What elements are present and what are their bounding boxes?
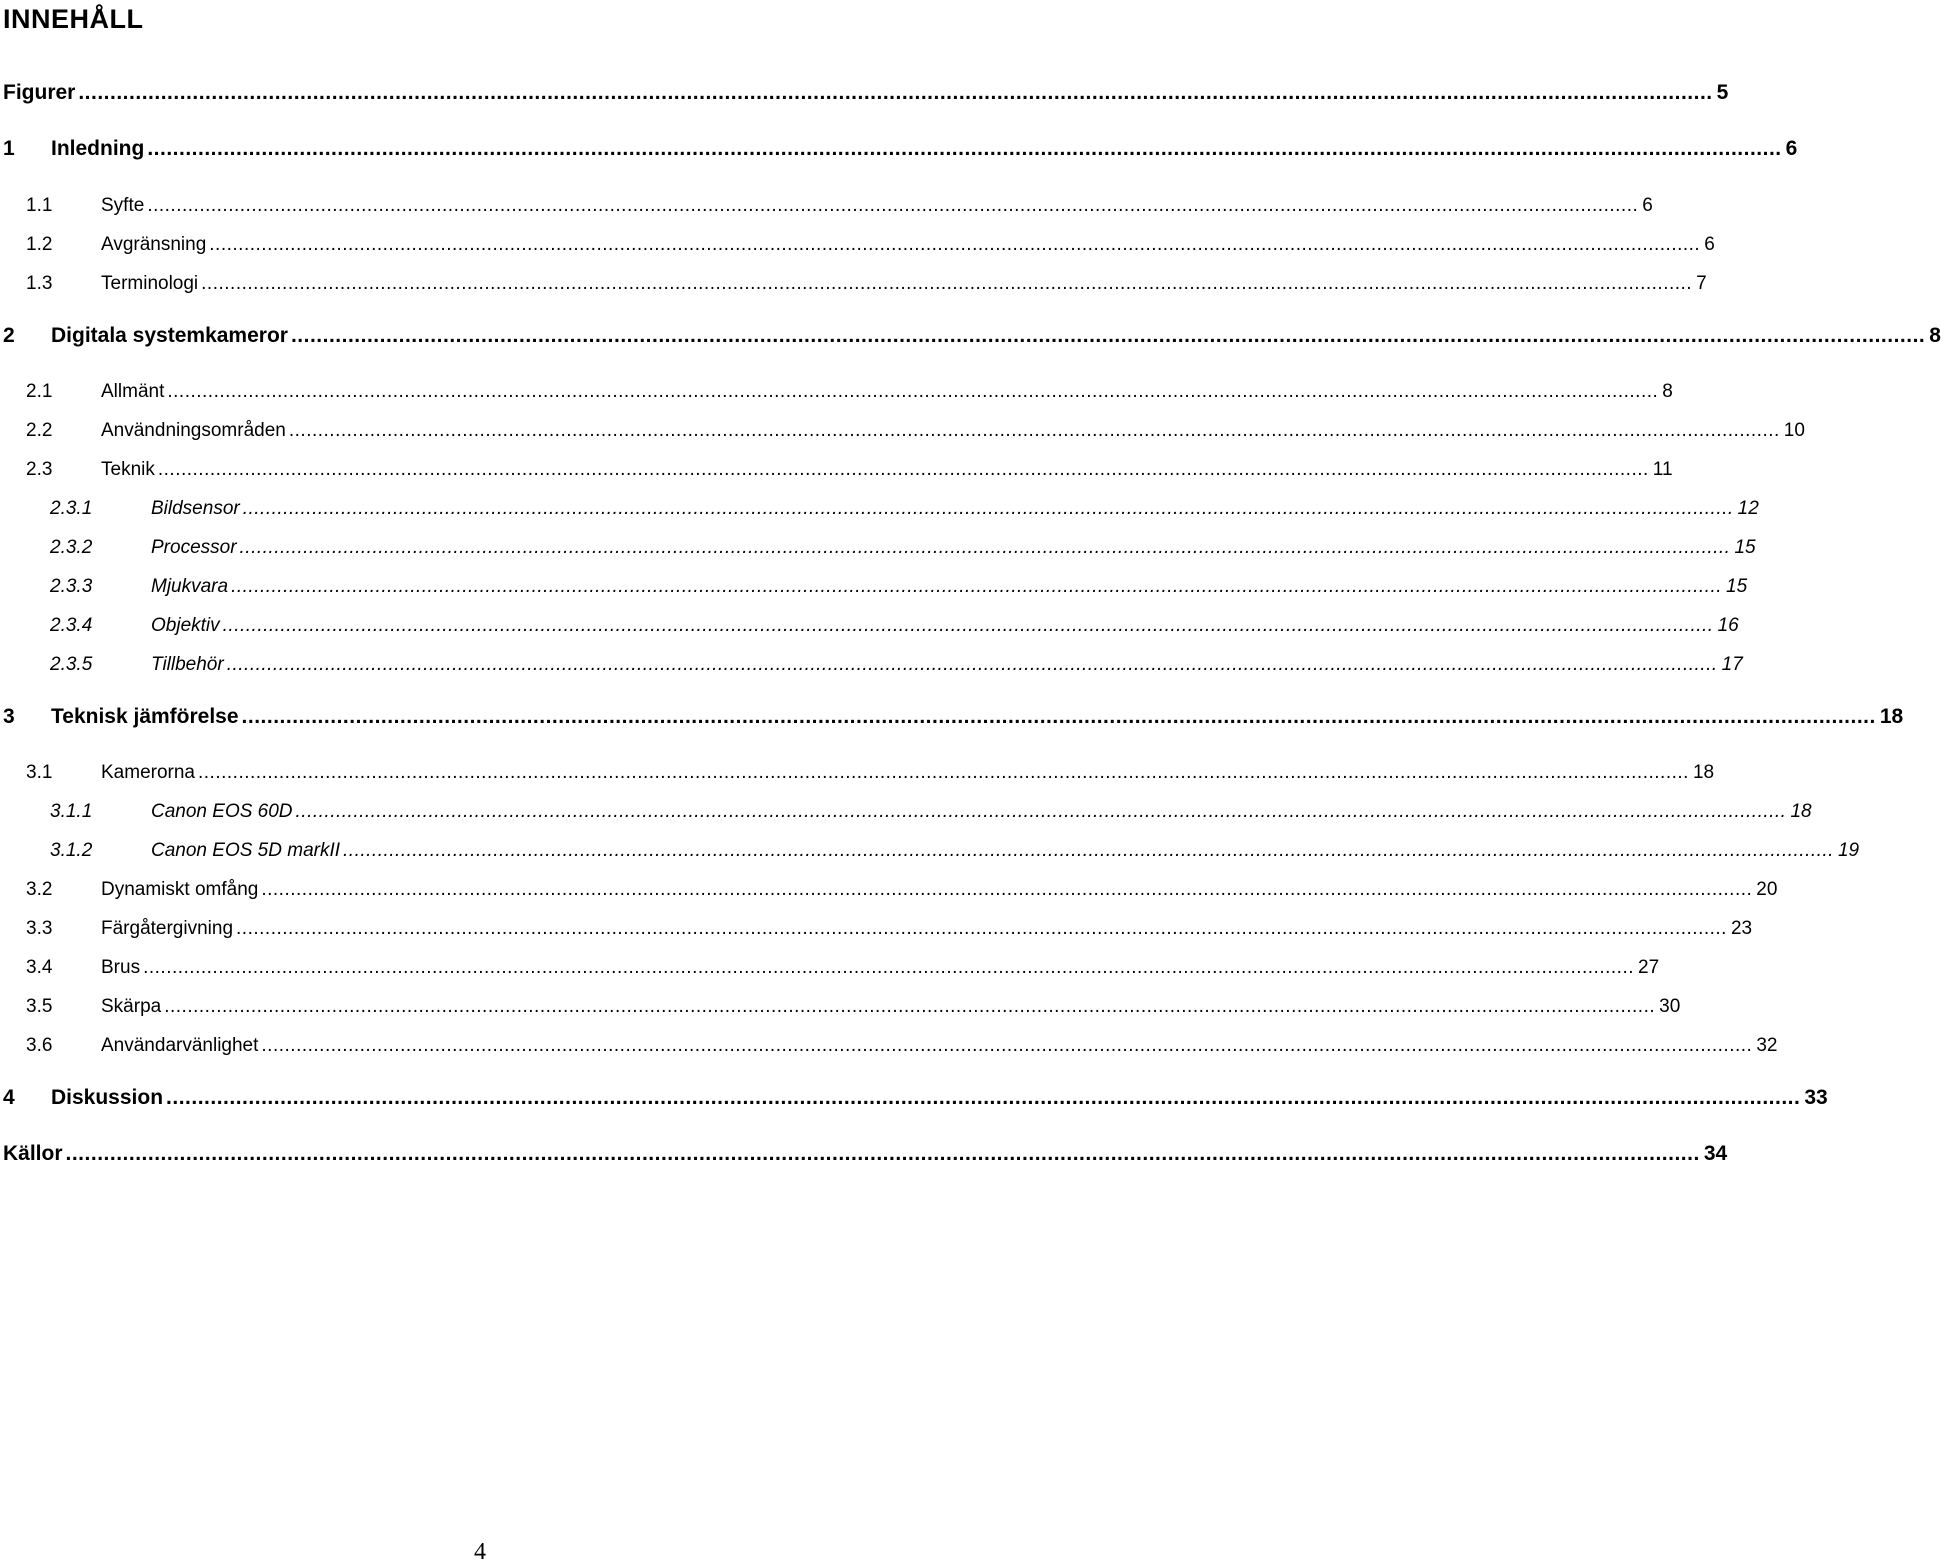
toc-entry-page: 6 <box>1704 234 1715 255</box>
toc-leader <box>78 82 1712 103</box>
toc-entry-1[interactable] <box>0 131 1798 160</box>
toc-entry-number: 2.3.1 <box>50 498 93 519</box>
toc-entry-page: 18 <box>1879 705 1904 728</box>
toc-entry-page: 8 <box>1929 324 1941 347</box>
toc-entry-page: 15 <box>1726 576 1748 597</box>
toc-leader <box>147 138 1781 159</box>
toc-leader <box>242 706 1876 727</box>
toc-entry-page: 11 <box>1652 459 1673 480</box>
toc-leader <box>166 1087 1800 1108</box>
toc-leader <box>167 382 1658 401</box>
toc-entry-label: Teknisk jämförelse <box>51 705 239 728</box>
toc-entry-page: 27 <box>1638 957 1660 978</box>
toc-leader <box>291 325 1925 346</box>
toc-entry-label: Figurer <box>3 81 76 104</box>
toc-entry-label: Brus <box>101 957 141 978</box>
toc-entry-label: Skärpa <box>101 996 162 1017</box>
toc-entry-label: Källor <box>3 1142 63 1165</box>
toc-entry-label: Allmänt <box>101 381 165 402</box>
toc-entry-number: 3 <box>3 705 15 728</box>
toc-entry-label: Diskussion <box>51 1086 164 1109</box>
toc-leader <box>164 997 1655 1016</box>
toc-entry-2-2[interactable] <box>0 412 1805 441</box>
toc-entry-number: 2.3.5 <box>50 654 93 675</box>
toc-entry-2-3-4[interactable] <box>0 607 1739 636</box>
toc-entry-figurer[interactable] <box>0 75 1729 104</box>
toc-entry-page: 10 <box>1783 420 1805 441</box>
toc-entry-page: 18 <box>1790 801 1812 822</box>
toc-entry-1-2[interactable] <box>0 226 1715 255</box>
toc-entry-label: Dynamiskt omfång <box>101 879 259 900</box>
toc-entry-number: 3.4 <box>26 957 53 978</box>
toc-entry-1-3[interactable] <box>0 265 1707 294</box>
toc-entry-number: 4 <box>3 1086 15 1109</box>
toc-entry-page: 6 <box>1642 195 1653 216</box>
toc-entry-3-4[interactable] <box>0 949 1660 978</box>
toc-leader <box>289 421 1780 440</box>
toc-entry-number: 2 <box>3 324 15 347</box>
toc-entry-label: Mjukvara <box>151 576 229 597</box>
toc-entry-number: 3.5 <box>26 996 53 1017</box>
toc-entry-3-5[interactable] <box>0 988 1681 1017</box>
toc-entry-page: 23 <box>1730 918 1753 939</box>
toc-entry-label: Användarvänlighet <box>101 1035 259 1056</box>
toc-entry-3[interactable] <box>0 699 1904 728</box>
toc-entry-page: 17 <box>1721 654 1743 675</box>
toc-leader <box>66 1143 1700 1164</box>
toc-entry-label: Kamerorna <box>101 762 195 783</box>
toc-entry-label: Avgränsning <box>101 234 207 255</box>
toc-entry-2-3-5[interactable] <box>0 646 1743 675</box>
toc-entry-number: 3.2 <box>26 879 53 900</box>
toc-entry-4[interactable] <box>0 1080 1828 1109</box>
toc-leader <box>343 841 1834 860</box>
toc-entry-2-1[interactable] <box>0 373 1673 402</box>
toc-entry-label: Inledning <box>51 137 145 160</box>
toc-entry-3-6[interactable] <box>0 1027 1778 1056</box>
toc-entry-page: 12 <box>1737 498 1759 519</box>
toc-leader <box>227 655 1718 674</box>
toc-entry-label: Användningsområden <box>101 420 286 441</box>
toc-entry-label: Bildsensor <box>151 498 240 519</box>
toc-entry-1-1[interactable] <box>0 187 1653 216</box>
toc-entry-label: Teknik <box>101 459 155 480</box>
toc-entry-3-2[interactable] <box>0 871 1778 900</box>
toc-entry-2-3-1[interactable] <box>0 490 1759 519</box>
toc-entry-page: 15 <box>1734 537 1756 558</box>
toc-entry-number: 3.1.1 <box>50 801 93 822</box>
toc-entry-number: 3.3 <box>26 918 53 939</box>
toc-entry-page: 33 <box>1804 1086 1828 1109</box>
toc-entry-number: 2.1 <box>26 381 53 402</box>
toc-entry-2-3[interactable] <box>0 451 1673 480</box>
toc-entry-page: 8 <box>1662 381 1673 402</box>
toc-entry-number: 2.3.2 <box>50 537 93 558</box>
toc-entry-label: Färgåtergivning <box>101 918 234 939</box>
toc-entry-number: 3.1.2 <box>50 840 93 861</box>
toc-entry-number: 2.3 <box>26 459 53 480</box>
toc-heading: INNEHÅLL <box>3 4 144 34</box>
toc-leader <box>147 196 1638 215</box>
toc-entry-2-3-2[interactable] <box>0 529 1756 558</box>
toc-entry-3-1-2[interactable] <box>0 832 1860 861</box>
toc-entry-kallor[interactable] <box>0 1136 1728 1165</box>
toc-leader <box>198 763 1689 782</box>
toc-entry-label: Canon EOS 5D markII <box>151 840 341 861</box>
toc-entry-2-3-3[interactable] <box>0 568 1748 597</box>
toc-entry-page: 7 <box>1696 273 1707 294</box>
toc-entry-label: Digitala systemkameror <box>51 324 288 347</box>
toc-entry-number: 2.2 <box>26 420 53 441</box>
toc-entry-number: 1.2 <box>26 234 53 255</box>
toc-entry-label: Terminologi <box>101 273 199 294</box>
toc-leader <box>201 274 1692 293</box>
toc-entry-label: Tillbehör <box>151 654 224 675</box>
toc-entry-page: 6 <box>1785 137 1798 160</box>
toc-entry-number: 1.3 <box>26 273 53 294</box>
toc-entry-page: 32 <box>1756 1035 1778 1056</box>
toc-entry-page: 20 <box>1756 879 1778 900</box>
toc-leader <box>243 499 1734 518</box>
toc-entry-number: 2.3.4 <box>50 615 93 636</box>
toc-entry-number: 3.1 <box>26 762 53 783</box>
toc-leader <box>231 577 1722 596</box>
toc-leader <box>158 460 1649 479</box>
toc-leader <box>143 958 1634 977</box>
toc-entry-label: Objektiv <box>151 615 220 636</box>
toc-entry-page: 5 <box>1716 81 1729 104</box>
toc-entry-label: Syfte <box>101 195 145 216</box>
toc-entry-page: 19 <box>1837 840 1860 861</box>
toc-entry-number: 1.1 <box>26 195 53 216</box>
toc-entry-page: 34 <box>1703 1142 1728 1165</box>
toc-entry-3-3[interactable] <box>0 910 1753 939</box>
toc-leader <box>236 919 1727 938</box>
toc-entry-label: Canon EOS 60D <box>151 801 293 822</box>
toc-leader <box>296 802 1787 821</box>
page-number: 4 <box>474 1539 486 1565</box>
toc-leader <box>240 538 1731 557</box>
toc-entry-page: 16 <box>1717 615 1739 636</box>
toc-leader <box>261 1036 1752 1055</box>
toc-entry-page: 18 <box>1692 762 1715 783</box>
toc-entry-3-1[interactable] <box>0 754 1715 783</box>
toc-entry-2[interactable] <box>0 318 1941 347</box>
toc-entry-number: 2.3.3 <box>50 576 93 597</box>
toc-leader <box>223 616 1714 635</box>
toc-leader <box>209 235 1700 254</box>
toc-leader <box>261 880 1752 899</box>
toc-entry-number: 1 <box>3 137 15 160</box>
toc-entry-number: 3.6 <box>26 1035 53 1056</box>
toc-entry-3-1-1[interactable] <box>0 793 1812 822</box>
toc-entry-page: 30 <box>1659 996 1681 1017</box>
toc-entry-label: Processor <box>151 537 237 558</box>
